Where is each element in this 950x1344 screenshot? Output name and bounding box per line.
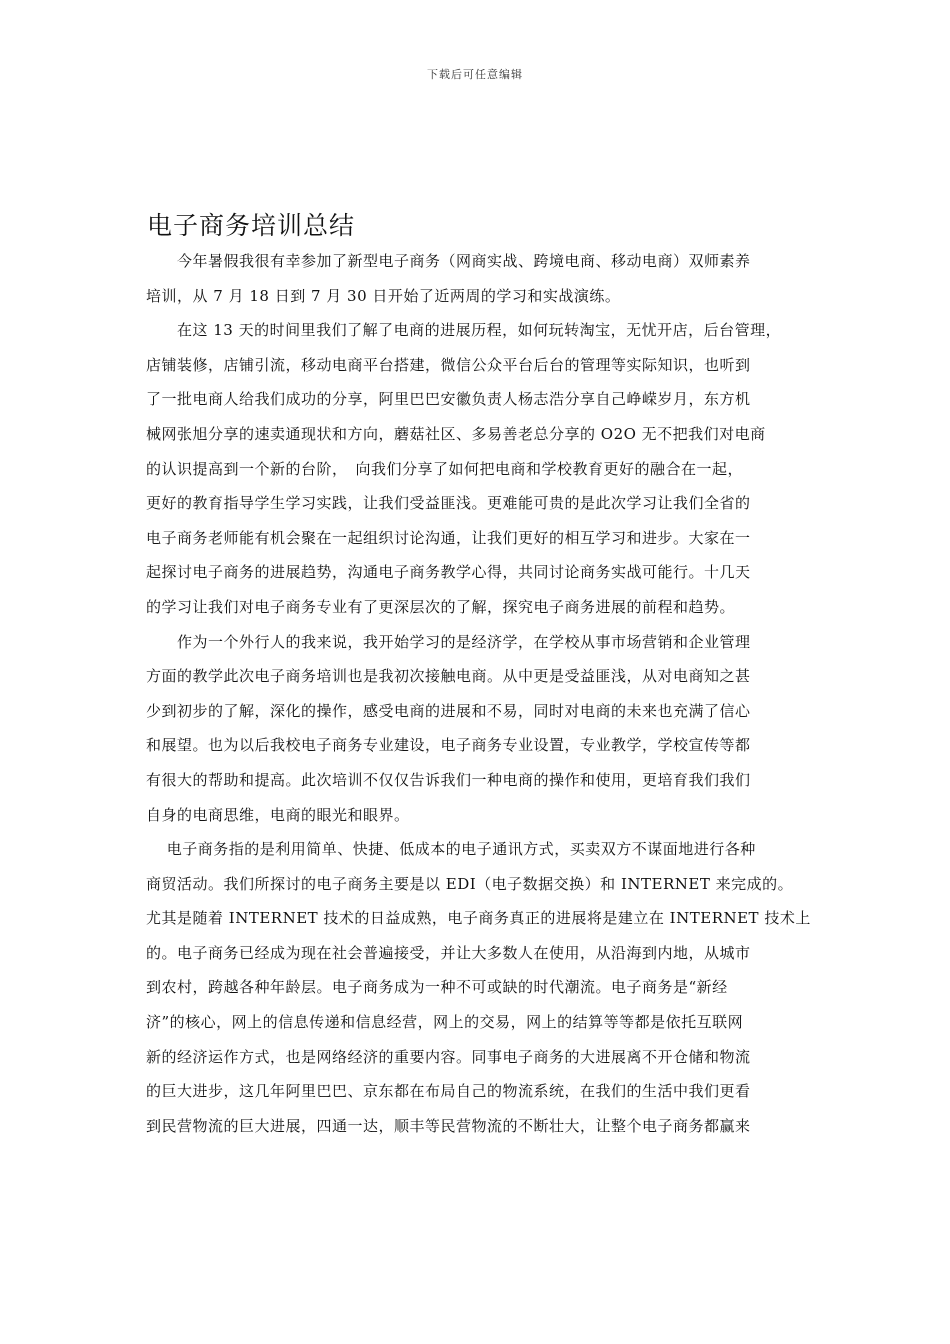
text-line: 尤其是随着 INTERNET 技术的日益成熟，电子商务真正的进展将是建立在 INTERNET 技术上	[146, 909, 811, 928]
text-line: 电子商务指的是利用简单、快捷、低成本的电子通讯方式，买卖双方不谋面地进行各种	[146, 840, 756, 859]
text-line: 培训，从 7 月 18 日到 7 月 30 日开始了近两周的学习和实战演练。	[146, 286, 621, 305]
document-body	[146, 244, 826, 1143]
text-line: 到民营物流的巨大进展，四通一达，顺丰等民营物流的不断壮大，让整个电子商务都赢来	[146, 1116, 751, 1135]
text-line: 的认识提高到一个新的台阶， 向我们分享了如何把电商和学校教育更好的融合在一起，	[146, 459, 744, 478]
text-line: 今年暑假我很有幸参加了新型电子商务（网商实战、跨境电商、移动电商）双师素养	[146, 252, 751, 270]
text-line: 商贸活动。我们所探讨的电子商务主要是以 EDI（电子数据交换）和 INTERNET 来完成的。	[146, 874, 794, 893]
text-line: 到农村，跨越各种年龄层。电子商务成为一种不可或缺的时代潮流。电子商务是“新经	[146, 978, 728, 997]
document-title: 电子商务培训总结	[147, 211, 356, 240]
text-line: 有很大的帮助和提高。此次培训不仅仅告诉我们一种电商的操作和使用，更培育我们我们	[146, 770, 751, 789]
text-line: 电子商务老师能有机会聚在一起组织讨论沟通，让我们更好的相互学习和进步。大家在一	[146, 528, 751, 547]
page-header: 下载后可任意编辑	[427, 68, 523, 81]
text-line: 起探讨电子商务的进展趋势，沟通电子商务教学心得，共同讨论商务实战可能行。十几天	[146, 563, 751, 582]
text-line: 店铺装修，店铺引流，移动电商平台搭建，微信公众平台后台的管理等实际知识，也听到	[146, 355, 751, 374]
text-line: 作为一个外行人的我来说，我开始学习的是经济学，在学校从事市场营销和企业管理	[146, 632, 751, 651]
text-line: 在这 13 天的时间里我们了解了电商的进展历程，如何玩转淘宝，无忧开店，后台管理，	[146, 321, 782, 340]
text-line: 械网张旭分享的速卖通现状和方向，蘑菇社区、多易善老总分享的 O2O 无不把我们对电商	[146, 424, 766, 443]
text-line: 济”的核心，网上的信息传递和信息经营，网上的交易，网上的结算等等都是依托互联网	[146, 1013, 744, 1032]
text-line: 少到初步的了解，深化的操作，感受电商的进展和不易，同时对电商的未来也充满了信心	[146, 701, 751, 720]
text-line: 了一批电商人给我们成功的分享，阿里巴巴安徽负责人杨志浩分享自己峥嵘岁月，东方机	[146, 390, 751, 409]
text-line: 的巨大进步，这几年阿里巴巴、京东都在布局自己的物流系统，在我们的生活中我们更看	[146, 1082, 751, 1101]
text-line: 和展望。也为以后我校电子商务专业建设，电子商务专业设置，专业教学，学校宣传等都	[146, 736, 751, 755]
text-line: 的学习让我们对电子商务专业有了更深层次的了解，探究电子商务进展的前程和趋势。	[146, 597, 736, 616]
text-line: 方面的教学此次电子商务培训也是我初次接触电商。从中更是受益匪浅，从对电商知之甚	[146, 667, 751, 686]
text-line: 自身的电商思维，电商的眼光和眼界。	[146, 805, 410, 824]
text-line: 更好的教育指导学生学习实践，让我们受益匪浅。更难能可贵的是此次学习让我们全省的	[146, 494, 751, 513]
text-line: 新的经济运作方式，也是网络经济的重要内容。同事电子商务的大进展离不开仓储和物流	[146, 1047, 751, 1066]
text-line: 的。电子商务已经成为现在社会普遍接受，并让大多数人在使用，从沿海到内地，从城市	[146, 943, 751, 962]
